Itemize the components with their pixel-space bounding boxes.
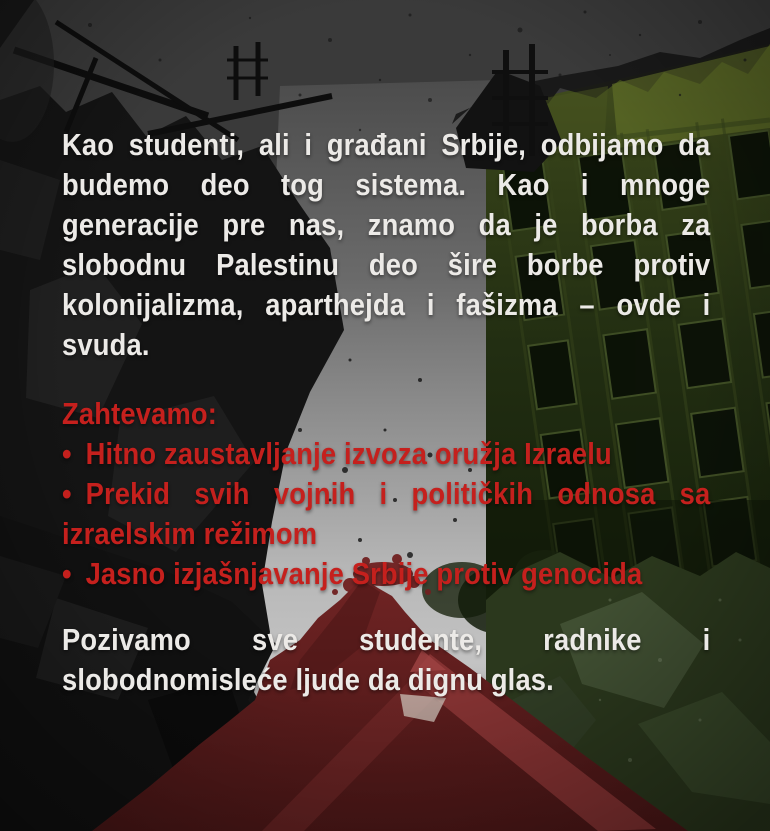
demands-heading: Zahtevamo: — [62, 396, 218, 431]
demand-line-2: • Prekid svih vojnih i političkih odnosa sa — [62, 476, 711, 511]
intro-line-5: kolonijalizma, aparthejda i fašizma – ovde i — [62, 287, 711, 322]
cta-line-1: Pozivamo sve studente, radnike i — [62, 622, 711, 657]
intro-line-1: Kao studenti, ali i građani Srbije, odbijamo da — [62, 127, 711, 162]
cta-line-2: slobodnomisleće ljude da dignu glas. — [62, 662, 554, 697]
demand-line-1: • Hitno zaustavljanje izvoza oružja Izraelu — [62, 436, 612, 471]
intro-line-2: budemo deo tog sistema. Kao i mnoge — [62, 167, 711, 202]
intro-line-3: generacije pre nas, znamo da je borba za — [62, 207, 711, 242]
intro-paragraph — [62, 125, 710, 365]
call-to-action-paragraph — [62, 620, 710, 700]
demand-line-3: • Jasno izjašnjavanje Srbije protiv genocida — [62, 556, 643, 591]
demands-section — [62, 394, 710, 594]
intro-line-6: svuda. — [62, 327, 150, 362]
demand-line-2-cont: izraelskim režimom — [62, 516, 318, 551]
intro-line-4: slobodnu Palestinu deo šire borbe protiv — [62, 247, 711, 282]
